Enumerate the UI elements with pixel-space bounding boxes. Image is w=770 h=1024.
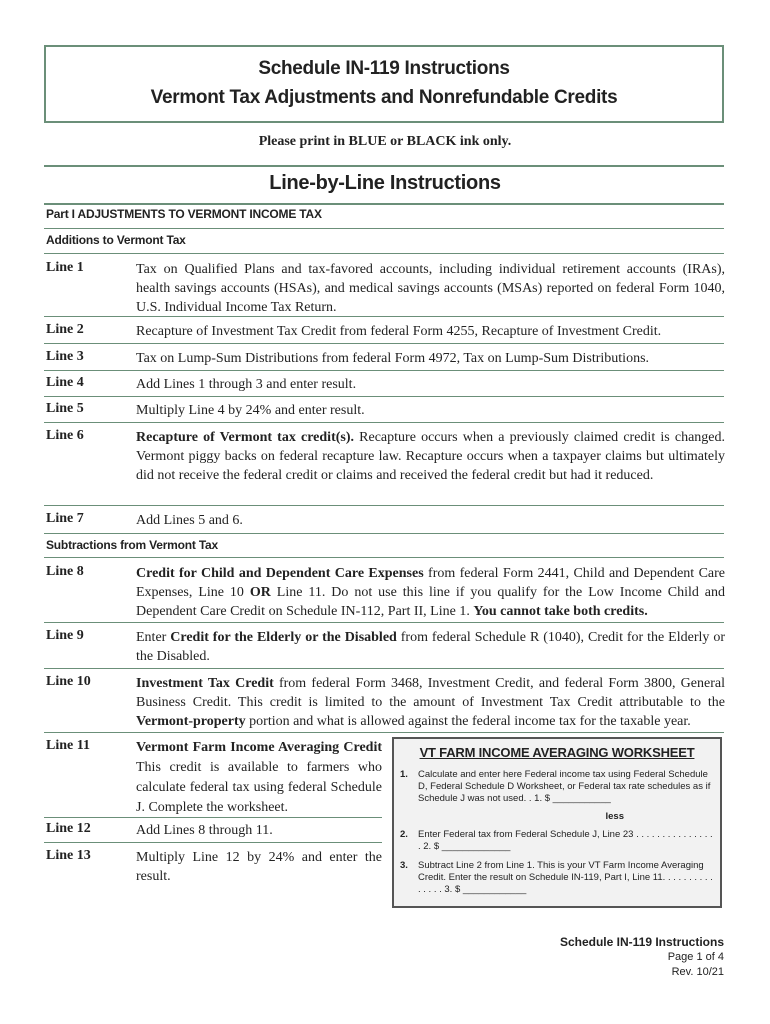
line-2-label: Line 2 (46, 322, 84, 337)
line-8-body: from federal Form 2441, Child and Dependent Care Expenses, Line 10 (136, 566, 726, 600)
line-4-text: Add Lines 1 through 3 and enter result. (136, 377, 357, 392)
divider (44, 165, 724, 167)
line-9-text (136, 628, 725, 666)
line-3-label: Line 3 (46, 349, 84, 364)
divider (44, 622, 724, 623)
line-8-text (136, 564, 725, 621)
line-9-body-2: from federal Schedule R (1040), Credit for the Elderly or the Disabled. (136, 630, 725, 664)
footer-title: Schedule IN-119 Instructions (559, 935, 724, 949)
worksheet-less: less (605, 811, 624, 822)
line-10-label: Line 10 (46, 674, 91, 689)
line-7-label: Line 7 (46, 511, 84, 526)
line-6-label: Line 6 (46, 428, 84, 443)
line-6-body: Recapture occurs when a previously claimed credit is changed. Vermont piggy backs on federal recapture law. Recapture occurs when a taxpayer claims but ultimately did not receive the federal credit or claims and received the federal credit but had it reduced. (136, 430, 725, 483)
line-8-bold: Credit for Child and Dependent Care Expenses (136, 566, 424, 581)
line-1-text: Tax on Qualified Plans and tax-favored accounts, including individual retirement accounts (IRAs), health savings accounts (HSAs), and medical savings accounts (MSAs) reported on federal Form 1040, U.S. Individual Income Tax Return. (136, 262, 725, 315)
worksheet-item-3-number: 3. (400, 860, 408, 871)
part1-header: Part I ADJUSTMENTS TO VERMONT INCOME TAX (46, 207, 322, 221)
line-8-warning: You cannot take both credits. (473, 604, 648, 619)
line-8-body-2: Line 11. Do not use this line if you qualify for the Low Income Child and Dependent Care Credit on Schedule IN-112, Part II, Line 1. (136, 585, 725, 619)
line-13-label: Line 13 (46, 848, 91, 863)
divider (44, 343, 724, 344)
line-9-body: Enter (136, 630, 171, 645)
document-subtitle: Vermont Tax Adjustments and Nonrefundable Credits (150, 87, 618, 108)
worksheet-title: VT FARM INCOME AVERAGING WORKSHEET (419, 745, 695, 760)
line-10-body: from federal Form 3468, Investment Credit, and federal Form 3800, General Business Credit. This credit is limited to the amount of Investment Tax Credit attributable to the (136, 676, 725, 710)
divider (44, 533, 724, 534)
line-8-label: Line 8 (46, 564, 84, 579)
line-11-text (136, 738, 382, 818)
footer-rev: Rev. 10/21 (671, 966, 724, 978)
line-12-label: Line 12 (46, 821, 91, 836)
divider (44, 557, 724, 558)
line-10-bold-2: Vermont-property (136, 714, 246, 729)
divider (44, 253, 724, 254)
divider (44, 228, 724, 229)
worksheet-item-2-number: 2. (400, 829, 408, 840)
line-9-bold: Credit for the Elderly or the Disabled (170, 630, 397, 645)
additions-header: Additions to Vermont Tax (46, 233, 186, 247)
worksheet-item-1-text: Calculate and enter here Federal income tax using Federal Schedule D, Federal Schedule D Worksheet, or Federal tax rate schedules as if Schedule J was not used. . 1. $ ___________ (418, 769, 711, 804)
divider (44, 505, 724, 506)
line-13-text: Multiply Line 12 by 24% and enter the result. (136, 850, 382, 884)
worksheet-item-1-number: 1. (400, 769, 408, 780)
line-6-text (136, 428, 725, 485)
line-5-text: Multiply Line 4 by 24% and enter result. (136, 403, 365, 418)
line-9-label: Line 9 (46, 628, 84, 643)
subtractions-header: Subtractions from Vermont Tax (46, 538, 219, 552)
farm-income-worksheet (392, 737, 722, 908)
divider (44, 422, 724, 423)
divider (44, 668, 724, 669)
line-12-text: Add Lines 8 through 11. (136, 823, 273, 838)
divider (44, 396, 724, 397)
worksheet-item-2-text: Enter Federal tax from Federal Schedule J, Line 23 . . . . . . . . . . . . . . . . 2. $ _____________ (418, 829, 713, 852)
ink-note: Please print in BLUE or BLACK ink only. (258, 134, 512, 149)
line-10-body-2: portion and what is allowed against the federal income tax for the taxable year. (245, 714, 691, 729)
divider (44, 842, 382, 843)
divider (44, 316, 724, 317)
title-box (44, 45, 724, 123)
footer-page: Page 1 of 4 (667, 951, 724, 963)
line-3-text: Tax on Lump-Sum Distributions from federal Form 4972, Tax on Lump-Sum Distributions. (136, 351, 650, 366)
line-6-bold: Recapture of Vermont tax credit(s). (136, 430, 355, 445)
worksheet-item-3-text: Subtract Line 2 from Line 1. This is your VT Farm Income Averaging Credit. Enter the result on Schedule IN-119, Part I, Line 11. . . . . . . . . . . . . . . 3. $ ____________ (418, 860, 713, 895)
divider (44, 203, 724, 205)
line-7-text: Add Lines 5 and 6. (136, 513, 243, 528)
line-11-label: Line 11 (46, 738, 90, 753)
line-11-bold: Vermont Farm Income Averaging Credit (136, 740, 382, 755)
line-2-text: Recapture of Investment Tax Credit from federal Form 4255, Recapture of Investment Credit. (136, 324, 662, 339)
document-title: Schedule IN-119 Instructions (258, 58, 510, 79)
line-4-label: Line 4 (46, 375, 84, 390)
section-title: Line-by-Line Instructions (269, 172, 501, 194)
line-8-or: OR (249, 585, 271, 600)
line-5-label: Line 5 (46, 401, 84, 416)
divider (44, 732, 724, 733)
line-11-body: This credit is available to farmers who calculate federal tax using federal Schedule J. Complete the worksheet. (136, 760, 382, 815)
line-10-text (136, 674, 725, 731)
line-10-bold: Investment Tax Credit (136, 676, 274, 691)
divider (44, 370, 724, 371)
divider (44, 817, 382, 818)
line-1-label: Line 1 (46, 260, 84, 275)
